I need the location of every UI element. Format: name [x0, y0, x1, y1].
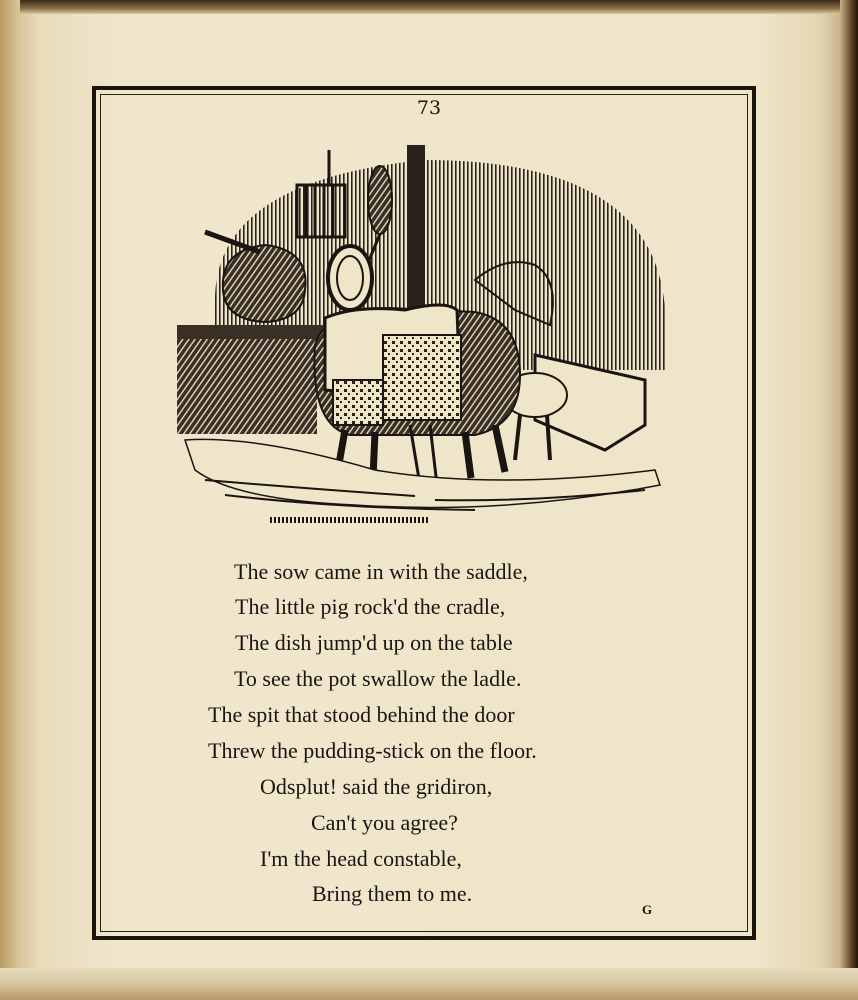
- woodcut-illustration: [175, 140, 670, 530]
- poem-line-10: Bring them to me.: [312, 881, 473, 906]
- printer-signature-mark: G: [642, 902, 653, 917]
- book-top-edge: [20, 0, 840, 14]
- poem-line-3: The dish jump'd up on the table: [235, 630, 513, 655]
- book-bottom-edge: [0, 968, 858, 1000]
- poem-line-7: Odsplut! said the gridiron,: [260, 774, 493, 799]
- poem-line-6: Threw the pudding-stick on the floor.: [208, 738, 537, 763]
- poem-line-5: The spit that stood behind the door: [208, 702, 515, 727]
- poem-line-2: The little pig rock'd the cradle,: [235, 594, 506, 619]
- poem-line-9: I'm the head constable,: [260, 846, 462, 871]
- poem-line-4: To see the pot swallow the ladle.: [234, 666, 522, 691]
- page-number: 73: [416, 97, 442, 119]
- poem-line-1: The sow came in with the saddle,: [234, 559, 528, 584]
- poem-line-8: Can't you agree?: [311, 810, 458, 835]
